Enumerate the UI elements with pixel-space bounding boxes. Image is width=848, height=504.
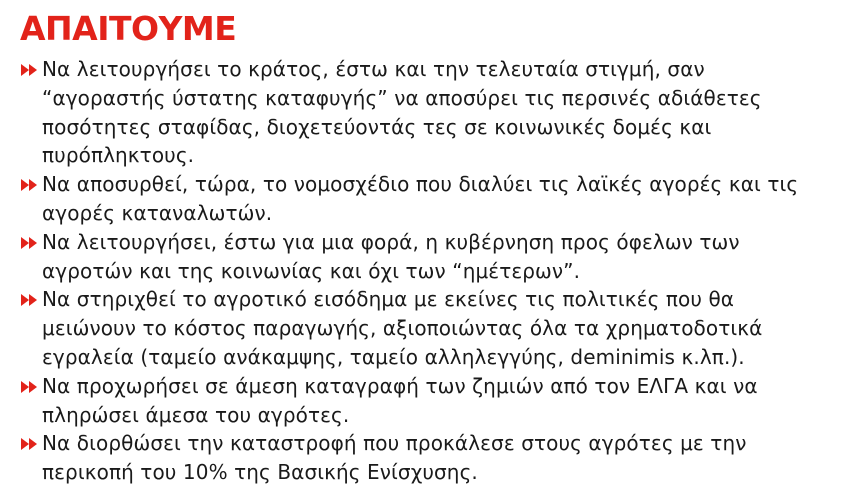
demand-item xyxy=(20,372,828,430)
demands-list xyxy=(20,55,828,487)
demand-text: Να διορθώσει την καταστροφή που προκάλεσε στους αγρότες με την περικοπή του 10% της Βασικής Ενίσχυσης. xyxy=(42,431,747,485)
double-right-triangle-icon xyxy=(20,63,40,77)
demand-item xyxy=(20,429,828,487)
demand-text: Να προχωρήσει σε άμεση καταγραφή των ζημιών από τον ΕΛΓΑ και να πληρώσει άμεσα του αγρότες. xyxy=(42,373,758,427)
demand-item xyxy=(20,55,828,170)
demand-text: Να αποσυρθεί, τώρα, το νομοσχέδιο που διαλύει τις λαϊκές αγορές και τις αγορές καταναλωτών. xyxy=(42,172,799,225)
article-title: ΑΠΑΙΤΟΥΜΕ xyxy=(20,9,237,48)
demand-text: Να λειτουργήσει το κράτος, έστω και την τελευταία στιγμή, σαν “αγοραστής ύστατης καταφυγής” να αποσύρει τις περσινές αδιάθετες ποσότητες σταφίδας, διοχετεύοντάς τες σε κοινωνικές δομές και πυρόπληκτους. xyxy=(42,57,762,168)
double-right-triangle-icon xyxy=(20,178,40,192)
double-right-triangle-icon xyxy=(20,293,40,307)
double-right-triangle-icon xyxy=(20,236,40,250)
demand-item xyxy=(20,228,828,286)
demand-text: Να στηριχθεί το αγροτικό εισόδημα με εκείνες τις πολιτικές που θα μειώνουν το κόστος παραγωγής, αξιοποιώντας όλα τα χρηματοδοτικά εγραλεία (ταμείο ανάκαμψης, ταμείο αλληλεγγύης, deminimis κ.λπ.). xyxy=(42,287,763,369)
demand-text: Να λειτουργήσει, έστω για μια φορά, η κυβέρνηση προς όφελων των αγροτών και της κοινωνίας και όχι των “ημέτερων”. xyxy=(42,229,740,283)
demand-item xyxy=(20,170,828,228)
double-right-triangle-icon xyxy=(20,437,40,451)
demand-item xyxy=(20,285,828,371)
double-right-triangle-icon xyxy=(20,380,40,394)
